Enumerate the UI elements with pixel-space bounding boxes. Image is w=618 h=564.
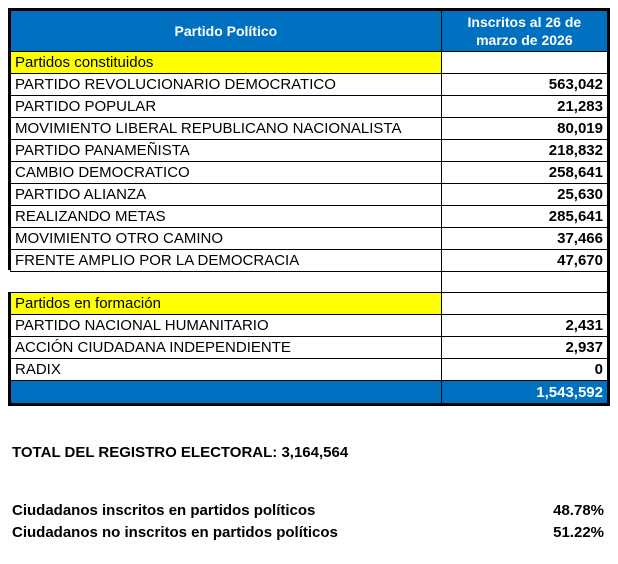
party-name: MOVIMIENTO LIBERAL REPUBLICANO NACIONALISTA bbox=[11, 118, 442, 140]
party-count: 285,641 bbox=[441, 206, 607, 228]
party-name: ACCIÓN CIUDADANA INDEPENDIENTE bbox=[11, 337, 442, 359]
party-registration-table bbox=[8, 8, 610, 406]
party-count: 21,283 bbox=[441, 96, 607, 118]
total-row bbox=[11, 381, 608, 404]
party-name: PARTIDO NACIONAL HUMANITARIO bbox=[11, 315, 442, 337]
party-count: 2,937 bbox=[441, 337, 607, 359]
party-count: 258,641 bbox=[441, 162, 607, 184]
stat-line-inscritos bbox=[12, 500, 604, 522]
stat-line-no-inscritos bbox=[12, 522, 604, 544]
citizen-stats bbox=[12, 500, 604, 544]
party-count: 563,042 bbox=[441, 74, 607, 96]
party-name: CAMBIO DEMOCRATICO bbox=[11, 162, 442, 184]
party-row bbox=[11, 250, 608, 272]
party-name: PARTIDO ALIANZA bbox=[11, 184, 442, 206]
party-name: PARTIDO PANAMEÑISTA bbox=[11, 140, 442, 162]
party-row bbox=[11, 228, 608, 250]
section-row-partidos-en-formacion bbox=[11, 293, 608, 315]
column-header-party: Partido Político bbox=[11, 11, 442, 52]
section-label: Partidos en formación bbox=[11, 293, 442, 315]
section-value-cell bbox=[441, 293, 607, 315]
section-value-cell bbox=[441, 52, 607, 74]
party-name: MOVIMIENTO OTRO CAMINO bbox=[11, 228, 442, 250]
party-row bbox=[11, 359, 608, 381]
table-header-row bbox=[11, 11, 608, 52]
party-row bbox=[11, 74, 608, 96]
stat-value: 51.22% bbox=[553, 524, 604, 541]
party-row bbox=[11, 184, 608, 206]
party-row bbox=[11, 337, 608, 359]
stat-label: Ciudadanos inscritos en partidos políticos bbox=[12, 502, 316, 519]
left-border-gap bbox=[8, 270, 10, 292]
party-count: 218,832 bbox=[441, 140, 607, 162]
party-count: 80,019 bbox=[441, 118, 607, 140]
spacer-row bbox=[11, 272, 608, 293]
party-count: 25,630 bbox=[441, 184, 607, 206]
stat-value: 48.78% bbox=[553, 502, 604, 519]
party-name: RADIX bbox=[11, 359, 442, 381]
total-count: 1,543,592 bbox=[441, 381, 607, 404]
party-table bbox=[10, 10, 608, 404]
party-row bbox=[11, 96, 608, 118]
party-row bbox=[11, 140, 608, 162]
total-label-cell bbox=[11, 381, 442, 404]
party-row bbox=[11, 118, 608, 140]
party-name: REALIZANDO METAS bbox=[11, 206, 442, 228]
party-row bbox=[11, 206, 608, 228]
party-row bbox=[11, 162, 608, 184]
party-count: 0 bbox=[441, 359, 607, 381]
party-count: 2,431 bbox=[441, 315, 607, 337]
spacer-cell bbox=[441, 272, 607, 293]
total-registro-electoral: TOTAL DEL REGISTRO ELECTORAL: 3,164,564 bbox=[12, 444, 349, 461]
party-row bbox=[11, 315, 608, 337]
section-label: Partidos constituidos bbox=[11, 52, 442, 74]
party-name: FRENTE AMPLIO POR LA DEMOCRACIA bbox=[11, 250, 442, 272]
column-header-inscritos: Inscritos al 26 de marzo de 2026 bbox=[441, 11, 607, 52]
spacer-cell bbox=[11, 272, 442, 293]
party-count: 47,670 bbox=[441, 250, 607, 272]
party-name: PARTIDO POPULAR bbox=[11, 96, 442, 118]
party-name: PARTIDO REVOLUCIONARIO DEMOCRATICO bbox=[11, 74, 442, 96]
section-row-partidos-constituidos bbox=[11, 52, 608, 74]
stat-label: Ciudadanos no inscritos en partidos políticos bbox=[12, 524, 338, 541]
party-count: 37,466 bbox=[441, 228, 607, 250]
